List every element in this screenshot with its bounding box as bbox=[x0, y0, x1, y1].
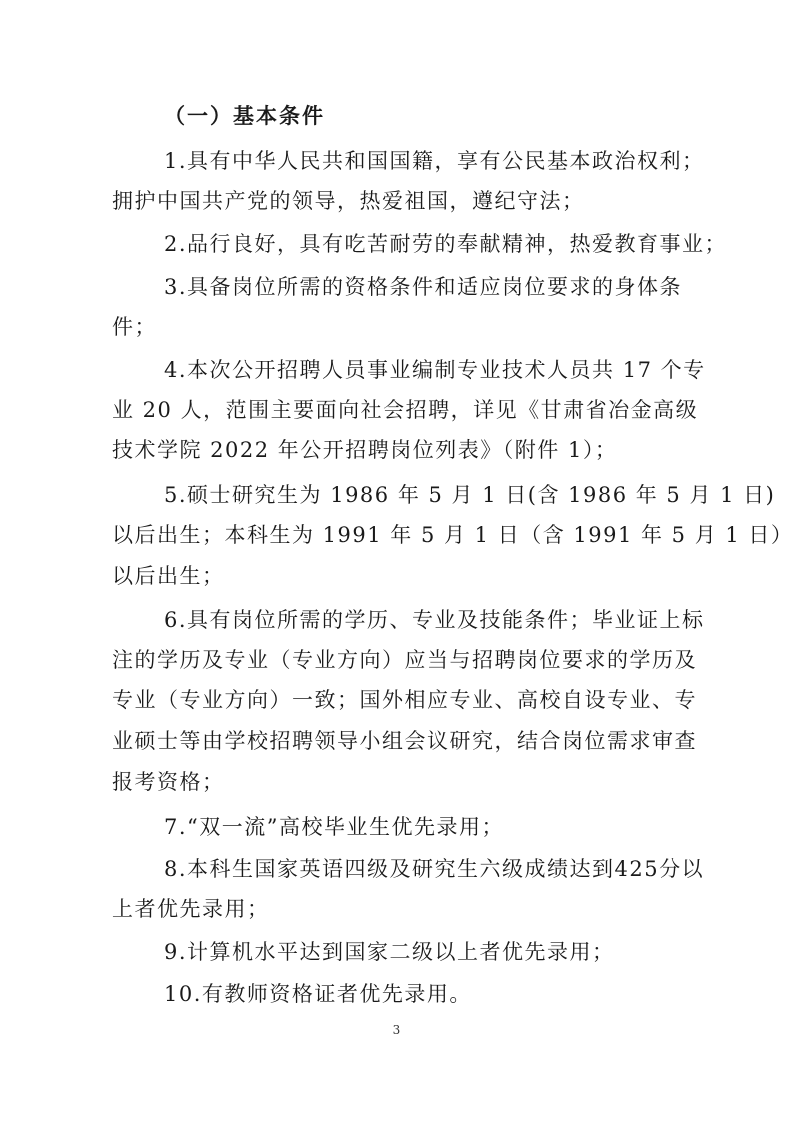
item-8-line-2: 上者优先录用； bbox=[112, 897, 270, 921]
item-8-line-1: 8.本科生国家英语四级及研究生六级成绩达到425分以 bbox=[164, 857, 705, 881]
item-3-line-1: 3.具备岗位所需的资格条件和适应岗位要求的身体条 bbox=[164, 275, 683, 299]
item-10-line-1: 10.有教师资格证者优先录用。 bbox=[164, 982, 472, 1006]
section-heading: （一）基本条件 bbox=[164, 103, 325, 128]
item-7-line-1: 7.“双一流”高校毕业生优先录用； bbox=[164, 815, 505, 839]
item-4-line-2: 业 20 人，范围主要面向社会招聘，详见《甘肃省冶金高级 bbox=[112, 398, 699, 422]
item-3-line-2: 件； bbox=[112, 315, 157, 339]
item-1-line-1: 1.具有中华人民共和国国籍，享有公民基本政治权利； bbox=[164, 149, 705, 173]
item-6-line-1: 6.具有岗位所需的学历、专业及技能条件；毕业证上标 bbox=[164, 608, 705, 632]
item-9-line-1: 9.计算机水平达到国家二级以上者优先录用； bbox=[164, 940, 615, 964]
item-6-line-5: 报考资格； bbox=[112, 770, 225, 794]
item-4-line-3: 技术学院 2022 年公开招聘岗位列表》（附件 1）； bbox=[112, 438, 618, 462]
item-4-line-1: 4.本次公开招聘人员事业编制专业技术人员共 17 个专 bbox=[164, 358, 706, 382]
item-5-line-3: 以后出生； bbox=[112, 564, 225, 588]
item-6-line-3: 专业（专业方向）一致；国外相应专业、高校自设专业、专 bbox=[112, 688, 697, 712]
item-1-line-2: 拥护中国共产党的领导，热爱祖国，遵纪守法； bbox=[112, 189, 585, 213]
item-2-line-1: 2.品行良好，具有吃苦耐劳的奉献精神，热爱教育事业； bbox=[164, 232, 728, 256]
item-5-line-2: 以后出生；本科生为 1991 年 5 月 1 日（含 1991 年 5 月 1 日） bbox=[112, 523, 793, 547]
item-6-line-4: 业硕士等由学校招聘领导小组会议研究，结合岗位需求审查 bbox=[112, 729, 697, 753]
page-number: 3 bbox=[392, 1023, 401, 1037]
item-5-line-1: 5.硕士研究生为 1986 年 5 月 1 日(含 1986 年 5 月 1 日) bbox=[164, 483, 776, 507]
item-6-line-2: 注的学历及专业（专业方向）应当与招聘岗位要求的学历及 bbox=[112, 648, 697, 672]
